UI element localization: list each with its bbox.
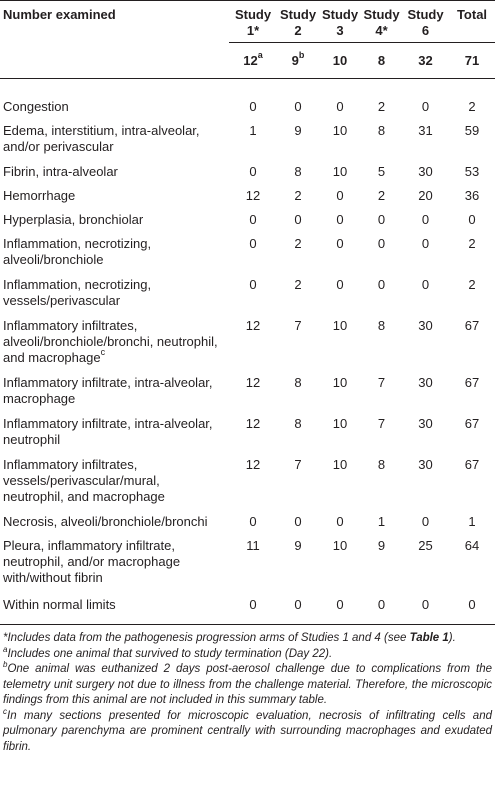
header-row-counts [0,43,495,79]
cell-value: 2 [377,187,386,203]
cell-value: 7 [377,415,386,431]
cell-value: 10 [332,163,348,179]
header-total: Total [449,1,495,43]
count-total: 71 [449,43,495,79]
cell-value: 0 [249,235,257,251]
cell-value: 67 [464,317,480,333]
row-label: Necrosis, alveoli/bronchiole/bronchi [3,513,208,529]
cell-value: 53 [464,163,480,179]
table-row [0,453,495,510]
cell-value: 7 [294,456,302,472]
header-study-4: Study 4* [361,1,402,43]
cell-value: 8 [294,374,302,390]
row-label: Inflammatory infiltrates, vessels/perivascular/mural, neutrophil, and macrophage [3,456,165,504]
table-row [0,412,495,453]
cell-value: 0 [294,513,302,529]
table-row [0,160,495,184]
cell-value: 0 [377,235,386,251]
cell-value: 10 [332,415,348,431]
cell-value: 0 [319,591,361,625]
cell-value: 31 [418,122,433,138]
cell-value: 8 [377,122,386,138]
cell-value: 1 [468,513,476,529]
cell-value: 67 [464,415,480,431]
row-label: Inflammatory infiltrate, intra-alveolar, neutrophil [3,415,213,447]
cell-value: 12 [245,187,261,203]
cell-value: 20 [418,187,433,203]
cell-value: 1 [377,513,386,529]
row-label: Congestion [3,99,69,114]
header-study-3: Study 3 [319,1,361,43]
cell-value: 2 [468,99,476,114]
cell-value: 0 [377,211,386,227]
count-study-3: 10 [319,43,361,79]
cell-value: 7 [294,317,302,333]
footnote-star: *Includes data from the pathogenesis progression arms of Studies 1 and 4 (see Table 1). [3,632,456,644]
cell-value: 2 [468,276,476,292]
cell-value: 67 [464,374,480,390]
cell-value: 0 [336,235,344,251]
header-study-6: Study 6 [402,1,449,43]
cell-value: 0 [377,276,386,292]
cell-value: 0 [229,591,277,625]
cell-value: 0 [421,513,430,529]
table-row [0,79,495,119]
cell-value: 0 [336,211,344,227]
cell-value: 0 [402,591,449,625]
footnote-b: $^b$One animal was euthanized 2 days post-aerosol challenge due to complications from the telemetry unit surgery not due to illness from the challenge material. Therefore, the microscopic findings from this animal are not included in this summary table. [3,660,492,706]
footnote-a: $^a$Includes one animal that survived to study termination (Day 22). [3,644,333,660]
cell-value: 8 [294,163,302,179]
cell-value: 0 [421,235,430,251]
table-row [0,510,495,534]
cell-value: 10 [332,537,348,553]
row-label: Hemorrhage [3,187,76,203]
cell-value: 2 [294,276,302,292]
cell-value: 0 [361,591,402,625]
cell-value: 12 [245,317,261,333]
cell-value: 30 [418,456,433,472]
cell-value: 0 [336,513,344,529]
header-blank-cell [0,43,229,79]
cell-value: 2 [377,99,386,114]
cell-value: 12 [245,456,261,472]
table-row [0,208,495,232]
table-row [0,591,495,625]
cell-value: 0 [249,513,257,529]
cell-value: 30 [418,317,433,333]
table-row [0,273,495,314]
cell-value: 2 [468,235,476,251]
count-study-6: 32 [402,43,449,79]
cell-value: 9 [294,537,302,553]
count-study-2: 9$^b$ [277,43,319,79]
cell-value: 30 [418,415,433,431]
table-row [0,232,495,273]
cell-value: 0 [249,211,257,227]
cell-value: 1 [249,122,257,138]
cell-value: 0 [421,99,430,114]
table-row [0,119,495,160]
table-row [0,184,495,208]
table-row [0,314,495,371]
cell-value: 0 [249,99,257,114]
table-row [0,534,495,591]
table-body [0,79,495,625]
cell-value: 0 [294,99,302,114]
row-label: Pleura, inflammatory infiltrate, neutrophil, and/or macrophage with/without fibrin [3,537,181,585]
cell-value: 10 [332,456,348,472]
row-label: Inflammation, necrotizing, alveoli/bronchiole [3,235,152,267]
header-study-2: Study 2 [277,1,319,43]
cell-value: 8 [294,415,302,431]
row-label: Fibrin, intra-alveolar [3,163,118,179]
row-label: Within normal limits [0,591,229,625]
cell-value: 2 [294,235,302,251]
header-study-1: Study 1* [229,1,277,43]
header-row-studies [0,1,495,43]
cell-value: 0 [449,591,495,625]
cell-value: 10 [332,122,348,138]
cell-value: 64 [464,537,480,553]
cell-value: 12 [245,374,261,390]
count-study-4: 8 [361,43,402,79]
cell-value: 8 [377,317,386,333]
row-label: Edema, interstitium, intra-alveolar, and/or perivascular [3,122,200,154]
footnote-c: $^c$In many sections presented for microscopic evaluation, necrosis of infiltrating cells and pulmonary parenchyma are prominent centrally with surrounding macrophages and exudated fibrin. [3,706,492,753]
cell-value: 10 [332,317,348,333]
cell-value: 0 [294,211,302,227]
cell-value: 12 [245,415,261,431]
cell-value: 11 [246,537,260,553]
cell-value: 0 [336,187,344,203]
cell-value: 0 [249,163,257,179]
cell-value: 9 [377,537,386,553]
cell-value: 2 [294,187,302,203]
row-label: Inflammation, necrotizing, vessels/perivascular [3,276,152,308]
cell-value: 0 [336,99,344,114]
cell-value: 0 [336,276,344,292]
cell-value: 30 [418,374,433,390]
cell-value: 0 [249,276,257,292]
row-label: Inflammatory infiltrate, intra-alveolar, macrophage [3,374,213,406]
cell-value: 30 [418,163,433,179]
count-study-1: 12$^a$ [229,43,277,79]
cell-value: 9 [294,122,302,138]
header-number-examined: Number examined [0,1,229,43]
cell-value: 67 [464,456,480,472]
cell-value: 10 [332,374,348,390]
table-row [0,371,495,412]
table-1-reference[interactable]: Table 1 [409,632,449,644]
footnotes [0,625,495,755]
cell-value: 25 [418,537,433,553]
cell-value: 8 [377,456,386,472]
cell-value: 0 [277,591,319,625]
cell-value: 36 [464,187,480,203]
cell-value: 59 [464,122,480,138]
cell-value: 0 [421,211,430,227]
cell-value: 0 [421,276,430,292]
cell-value: 5 [377,163,386,179]
row-label: Inflammatory infiltrates, alveoli/bronchiole/bronchi, neutrophil, and macrophage$^c$ [3,317,218,365]
row-label: Hyperplasia, bronchiolar [3,211,144,227]
cell-value: 7 [377,374,386,390]
cell-value: 0 [468,211,476,227]
